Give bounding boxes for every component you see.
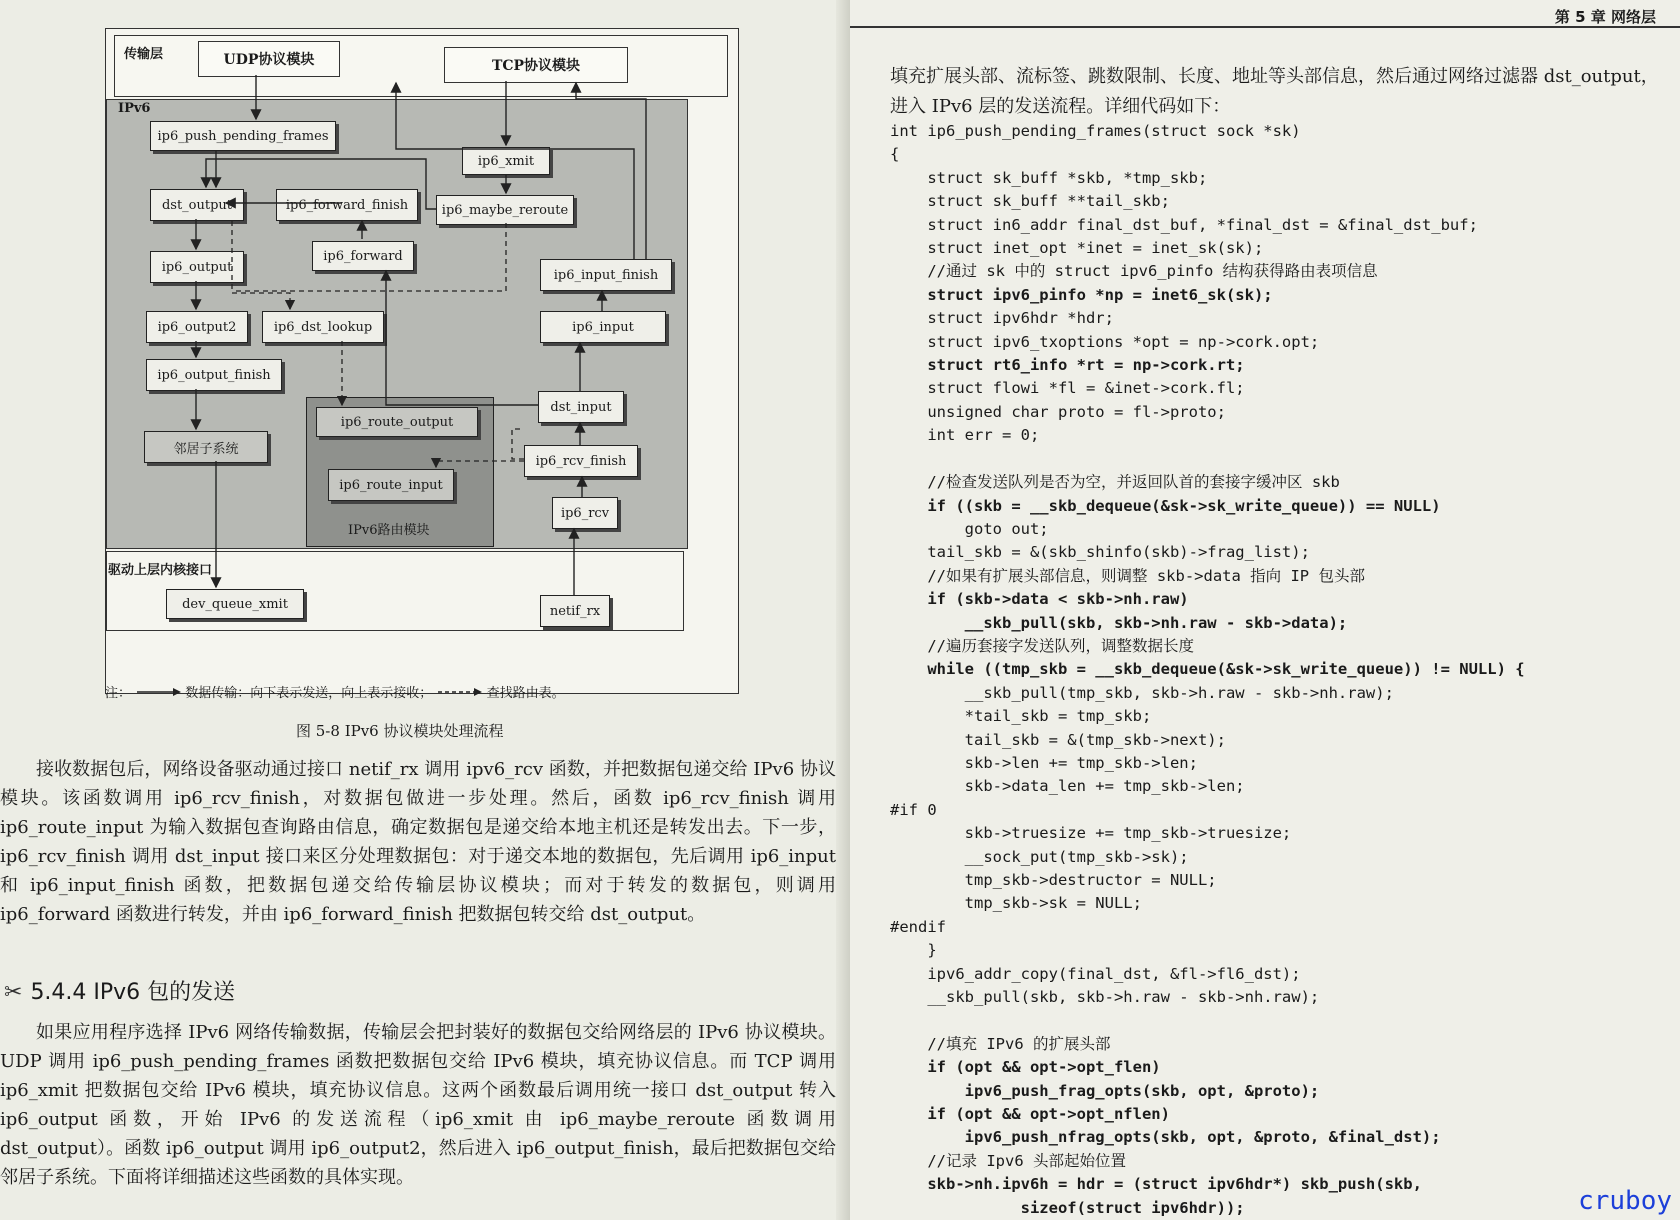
legend-dashed-text: 查找路由表。 <box>486 686 565 701</box>
code-line: skb->data_len += tmp_skb->len; <box>890 777 1245 796</box>
code-line: int ip6_push_pending_frames(struct sock *sk) <box>890 122 1301 140</box>
legend-solid-text: 数据传输：向下表示发送，向上表示接收； <box>185 686 433 701</box>
code-line: struct sk_buff **tail_skb; <box>890 192 1170 211</box>
code-line: sizeof(struct ipv6hdr)); <box>890 1198 1245 1217</box>
code-line: if ((skb = __skb_dequeue(&sk->sk_write_queue)) == NULL) <box>890 496 1441 515</box>
code-line: //记录 Ipv6 头部起始位置 <box>890 1151 1126 1170</box>
transport-layer-label: 传输层 <box>124 47 164 62</box>
watermark: cruboy <box>1578 1186 1672 1216</box>
ip6-output2-box: ip6_output2 <box>146 311 248 343</box>
legend-solid-arrow-icon <box>135 687 181 697</box>
send-paragraph <box>0 1018 836 1192</box>
section-title-text: 5.4.4 IPv6 包的发送 <box>30 980 236 1005</box>
code-line: struct flowi *fl = &inet->cork.fl; <box>890 379 1245 398</box>
code-line <box>890 448 1525 471</box>
ip6-maybe-reroute-box: ip6_maybe_reroute <box>436 195 574 225</box>
code-line: skb->truesize += tmp_skb->truesize; <box>890 824 1292 843</box>
diagram-arrows <box>106 29 738 693</box>
arrow-input-finish-to-transport-a <box>396 83 634 259</box>
legend-dashed-arrow-icon <box>436 687 482 697</box>
tools-icon: ✂ <box>4 980 23 1005</box>
code-line: struct ipv6_pinfo *np = inet6_sk(sk); <box>890 285 1273 304</box>
code-line: tail_skb = &(tmp_skb->next); <box>890 730 1226 749</box>
code-line: tail_skb = &(skb_shinfo(skb)->frag_list); <box>890 543 1310 562</box>
code-line: tmp_skb->sk = NULL; <box>890 894 1142 913</box>
dst-output-box: dst_output <box>150 189 244 221</box>
dev-queue-xmit-box: dev_queue_xmit <box>166 589 304 619</box>
code-line: //填充 IPv6 的扩展头部 <box>890 1034 1111 1053</box>
ip6-rcv-box: ip6_rcv <box>552 497 618 529</box>
code-line: struct inet_opt *inet = inet_sk(sk); <box>890 239 1264 258</box>
code-line: tmp_skb->destructor = NULL; <box>890 871 1217 889</box>
code-line: } <box>890 941 937 960</box>
code-line: __skb_pull(tmp_skb, skb->h.raw - skb->nh.raw); <box>890 683 1394 702</box>
right-page <box>850 0 1680 1220</box>
ip6-forward-box: ip6_forward <box>312 241 414 271</box>
arrow-reroute-to-dst-output <box>206 159 436 209</box>
code-line: //通过 sk 中的 struct ipv6_pinfo 结构获得路由表项信息 <box>890 262 1378 281</box>
ip6-dst-lookup-box: ip6_dst_lookup <box>262 311 384 343</box>
driver-interface-label: 驱动上层内核接口 <box>108 559 212 578</box>
code-line: int err = 0; <box>890 426 1040 445</box>
code-line: skb->nh.ipv6h = hdr = (struct ipv6hdr*) skb_push(skb, <box>890 1175 1422 1194</box>
arrow-input-finish-to-transport-b <box>576 83 646 259</box>
code-listing <box>890 120 1525 1220</box>
code-line: __sock_put(tmp_skb->sk); <box>890 847 1189 866</box>
ip6-xmit-box: ip6_xmit <box>462 147 550 175</box>
neighbor-subsystem-box: 邻居子系统 <box>144 431 268 463</box>
header-rule <box>850 26 1680 28</box>
code-line: skb->len += tmp_skb->len; <box>890 753 1198 772</box>
route-module-label: IPv6路由模块 <box>348 523 430 538</box>
legend-prefix: 注： <box>105 686 132 701</box>
ip6-forward-finish-box: ip6_forward_finish <box>276 189 418 221</box>
code-line: { <box>890 145 900 164</box>
code-line: struct in6_addr final_dst_buf, *final_dst = &final_dst_buf; <box>890 215 1478 234</box>
diagram-legend <box>105 682 565 701</box>
send-paragraph-text: 如果应用程序选择 IPv6 网络传输数据，传输层会把封装好的数据包交给网络层的 IPv6 协议模块。UDP 调用 ip6_push_pending_frames 函数把数据包交给 IPv6 模块，填充协议信息。而 TCP 调用 ip6_xmit 把数据包交给 IPv6 模块，填充协议信息。这两个函数最后调用统一接口 dst_output 转入 ip6_output 函数，开始 IPv6 的发送流程（ip6_xmit 由 ip6_maybe_reroute 函数调用 dst_output）。函数 ip6_output 调用 ip6_output2，然后进入 ip6_output_finish，最后把数据包交给邻居子系统。下面将详细描述这些函数的具体实现。 <box>0 1022 836 1188</box>
code-line: ipv6_push_nfrag_opts(skb, opt, &proto, &final_dst); <box>890 1128 1441 1147</box>
code-line: ipv6_addr_copy(final_dst, &fl->fl6_dst); <box>890 964 1301 983</box>
code-line: if (skb->data < skb->nh.raw) <box>890 590 1189 609</box>
code-line: *tail_skb = tmp_skb; <box>890 707 1152 726</box>
receive-paragraph <box>0 755 836 929</box>
code-line: goto out; <box>890 519 1049 538</box>
ip6-route-output-box: ip6_route_output <box>316 407 478 437</box>
ip6-output-finish-box: ip6_output_finish <box>146 359 282 391</box>
code-line: //如果有扩展头部信息，则调整 skb->data 指向 IP 包头部 <box>890 566 1365 585</box>
chapter-header: 第 5 章 网络层 <box>1554 8 1656 26</box>
dashed-rcv-finish-to-route-input <box>436 461 524 467</box>
ip6-input-box: ip6_input <box>540 311 666 343</box>
tcp-module-box: TCP协议模块 <box>444 47 628 83</box>
code-line: //检查发送队列是否为空，并返回队首的套接字缓冲区 skb <box>890 473 1340 492</box>
code-line: __skb_pull(skb, skb->nh.raw - skb->data); <box>890 613 1348 632</box>
code-line: struct rt6_info *rt = np->cork.rt; <box>890 356 1245 375</box>
code-line: struct ipv6_txoptions *opt = np->cork.opt; <box>890 332 1320 351</box>
ipv6-flow-diagram <box>105 28 739 694</box>
code-line: #endif <box>890 917 946 936</box>
dashed-output-to-dst-lookup <box>232 221 290 309</box>
code-line: //遍历套接字发送队列，调整数据长度 <box>890 636 1194 655</box>
code-line: if (opt && opt->opt_nflen) <box>890 1105 1170 1124</box>
code-line: ipv6_push_frag_opts(skb, opt, &proto); <box>890 1081 1320 1100</box>
dashed-rcv-finish-loop <box>512 429 524 459</box>
intro-text: 填充扩展头部、流标签、跳数限制、长度、地址等头部信息，然后通过网络过滤器 dst_output，进入 IPv6 层的发送流程。详细代码如下： <box>890 66 1659 117</box>
netif-rx-box: netif_rx <box>540 595 610 627</box>
ip6-push-pending-frames-box: ip6_push_pending_frames <box>150 121 336 151</box>
ip6-rcv-finish-box: ip6_rcv_finish <box>524 445 638 477</box>
code-line: __skb_pull(skb, skb->h.raw - skb->nh.raw); <box>890 988 1320 1007</box>
udp-module-box: UDP协议模块 <box>198 41 340 77</box>
code-line: if (opt && opt->opt_flen) <box>890 1058 1161 1077</box>
figure-caption: 图 5-8 IPv6 协议模块处理流程 <box>296 722 504 740</box>
receive-paragraph-text: 接收数据包后，网络设备驱动通过接口 netif_rx 调用 ipv6_rcv 函数，并把数据包递交给 IPv6 协议模块。该函数调用 ip6_rcv_finish，对数据包做进一步处理。然后，函数 ip6_rcv_finish 调用 ip6_route_input 为输入数据包查询路由信息，确定数据包是递交给本地主机还是转发出去。下一步，ip6_rcv_finish 调用 dst_input 接口来区分处理数据包：对于递交本地的数据包，先后调用 ip6_input 和 ip6_input_finish 函数，把数据包递交给传输层协议模块；而对于转发的数据包，则调用 ip6_forward 函数进行转发，并由 ip6_forward_finish 把数据包转交给 dst_output。 <box>0 759 836 925</box>
code-line: unsigned char proto = fl->proto; <box>890 402 1226 421</box>
section-title <box>4 975 235 1006</box>
ip6-output-box: ip6_output <box>150 251 244 283</box>
code-line: struct ipv6hdr *hdr; <box>890 309 1114 328</box>
ip6-input-finish-box: ip6_input_finish <box>540 259 672 291</box>
ipv6-region-label: IPv6 <box>118 101 151 116</box>
dst-input-box: dst_input <box>538 391 624 423</box>
code-line <box>890 1009 1525 1032</box>
ip6-route-input-box: ip6_route_input <box>328 469 454 501</box>
code-line: while ((tmp_skb = __skb_dequeue(&sk->sk_write_queue)) != NULL) { <box>890 660 1525 679</box>
code-line: #if 0 <box>890 800 937 819</box>
dashed-reroute-lookup <box>232 223 506 291</box>
code-line: struct sk_buff *skb, *tmp_skb; <box>890 168 1208 187</box>
